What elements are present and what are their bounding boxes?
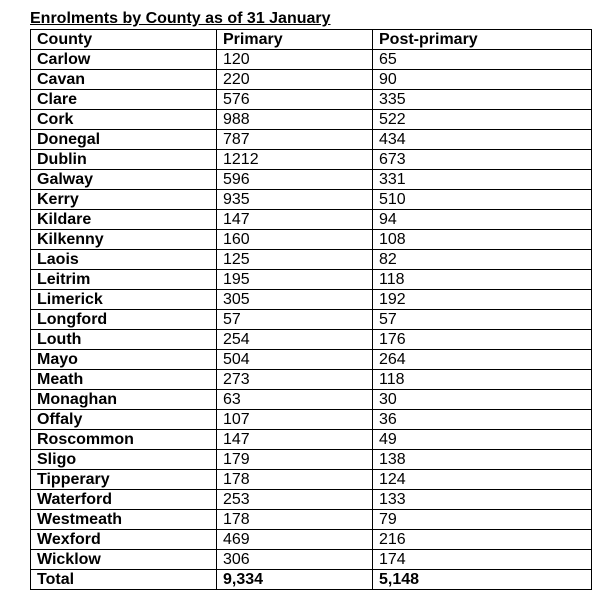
post-primary-cell: 216 [373, 530, 592, 550]
primary-cell: 576 [217, 90, 373, 110]
post-primary-cell: 335 [373, 90, 592, 110]
post-primary-cell: 49 [373, 430, 592, 450]
post-primary-cell: 65 [373, 50, 592, 70]
primary-cell: 178 [217, 510, 373, 530]
county-cell: Sligo [31, 450, 217, 470]
county-cell: Clare [31, 90, 217, 110]
post-primary-cell: 124 [373, 470, 592, 490]
table-row [31, 470, 592, 490]
table-row [31, 230, 592, 250]
total-post-primary: 5,148 [373, 570, 592, 590]
county-cell: Offaly [31, 410, 217, 430]
column-header-county: County [31, 30, 217, 50]
county-cell: Mayo [31, 350, 217, 370]
post-primary-cell: 176 [373, 330, 592, 350]
primary-cell: 178 [217, 470, 373, 490]
county-cell: Meath [31, 370, 217, 390]
post-primary-cell: 138 [373, 450, 592, 470]
county-cell: Monaghan [31, 390, 217, 410]
enrolments-table [30, 29, 592, 590]
post-primary-cell: 192 [373, 290, 592, 310]
total-primary: 9,334 [217, 570, 373, 590]
table-row [31, 170, 592, 190]
column-header-post-primary: Post-primary [373, 30, 592, 50]
county-cell: Donegal [31, 130, 217, 150]
primary-cell: 988 [217, 110, 373, 130]
table-row [31, 250, 592, 270]
post-primary-cell: 118 [373, 270, 592, 290]
post-primary-cell: 82 [373, 250, 592, 270]
post-primary-cell: 522 [373, 110, 592, 130]
table-body [31, 50, 592, 570]
table-title: Enrolments by County as of 31 January [30, 10, 331, 27]
primary-cell: 596 [217, 170, 373, 190]
post-primary-cell: 118 [373, 370, 592, 390]
county-cell: Cork [31, 110, 217, 130]
table-row [31, 150, 592, 170]
header-row [31, 30, 592, 50]
county-cell: Wicklow [31, 550, 217, 570]
column-header-primary: Primary [217, 30, 373, 50]
table-row [31, 270, 592, 290]
table-row [31, 530, 592, 550]
table-row [31, 430, 592, 450]
primary-cell: 63 [217, 390, 373, 410]
county-cell: Louth [31, 330, 217, 350]
primary-cell: 120 [217, 50, 373, 70]
table-row [31, 190, 592, 210]
primary-cell: 147 [217, 430, 373, 450]
primary-cell: 935 [217, 190, 373, 210]
table-row [31, 550, 592, 570]
table-row [31, 410, 592, 430]
post-primary-cell: 36 [373, 410, 592, 430]
primary-cell: 125 [217, 250, 373, 270]
primary-cell: 254 [217, 330, 373, 350]
primary-cell: 195 [217, 270, 373, 290]
county-cell: Kerry [31, 190, 217, 210]
primary-cell: 273 [217, 370, 373, 390]
county-cell: Laois [31, 250, 217, 270]
post-primary-cell: 90 [373, 70, 592, 90]
primary-cell: 57 [217, 310, 373, 330]
post-primary-cell: 133 [373, 490, 592, 510]
post-primary-cell: 30 [373, 390, 592, 410]
county-cell: Roscommon [31, 430, 217, 450]
post-primary-cell: 434 [373, 130, 592, 150]
table-row [31, 490, 592, 510]
primary-cell: 107 [217, 410, 373, 430]
table-row [31, 90, 592, 110]
table-row [31, 310, 592, 330]
post-primary-cell: 331 [373, 170, 592, 190]
primary-cell: 220 [217, 70, 373, 90]
table-row [31, 290, 592, 310]
primary-cell: 1212 [217, 150, 373, 170]
county-cell: Kildare [31, 210, 217, 230]
county-cell: Longford [31, 310, 217, 330]
post-primary-cell: 264 [373, 350, 592, 370]
table-row [31, 450, 592, 470]
primary-cell: 305 [217, 290, 373, 310]
primary-cell: 787 [217, 130, 373, 150]
total-row [31, 570, 592, 590]
post-primary-cell: 673 [373, 150, 592, 170]
county-cell: Westmeath [31, 510, 217, 530]
primary-cell: 306 [217, 550, 373, 570]
table-row [31, 110, 592, 130]
county-cell: Wexford [31, 530, 217, 550]
post-primary-cell: 79 [373, 510, 592, 530]
table-row [31, 130, 592, 150]
county-cell: Dublin [31, 150, 217, 170]
primary-cell: 160 [217, 230, 373, 250]
table-row [31, 370, 592, 390]
primary-cell: 469 [217, 530, 373, 550]
county-cell: Waterford [31, 490, 217, 510]
primary-cell: 147 [217, 210, 373, 230]
county-cell: Tipperary [31, 470, 217, 490]
table-row [31, 50, 592, 70]
county-cell: Cavan [31, 70, 217, 90]
primary-cell: 253 [217, 490, 373, 510]
table-row [31, 350, 592, 370]
county-cell: Galway [31, 170, 217, 190]
post-primary-cell: 94 [373, 210, 592, 230]
county-cell: Kilkenny [31, 230, 217, 250]
table-row [31, 330, 592, 350]
table-row [31, 70, 592, 90]
primary-cell: 179 [217, 450, 373, 470]
table-row [31, 210, 592, 230]
post-primary-cell: 108 [373, 230, 592, 250]
county-cell: Limerick [31, 290, 217, 310]
post-primary-cell: 510 [373, 190, 592, 210]
county-cell: Carlow [31, 50, 217, 70]
primary-cell: 504 [217, 350, 373, 370]
table-row [31, 510, 592, 530]
post-primary-cell: 174 [373, 550, 592, 570]
county-cell: Leitrim [31, 270, 217, 290]
post-primary-cell: 57 [373, 310, 592, 330]
table-row [31, 390, 592, 410]
total-label: Total [31, 570, 217, 590]
